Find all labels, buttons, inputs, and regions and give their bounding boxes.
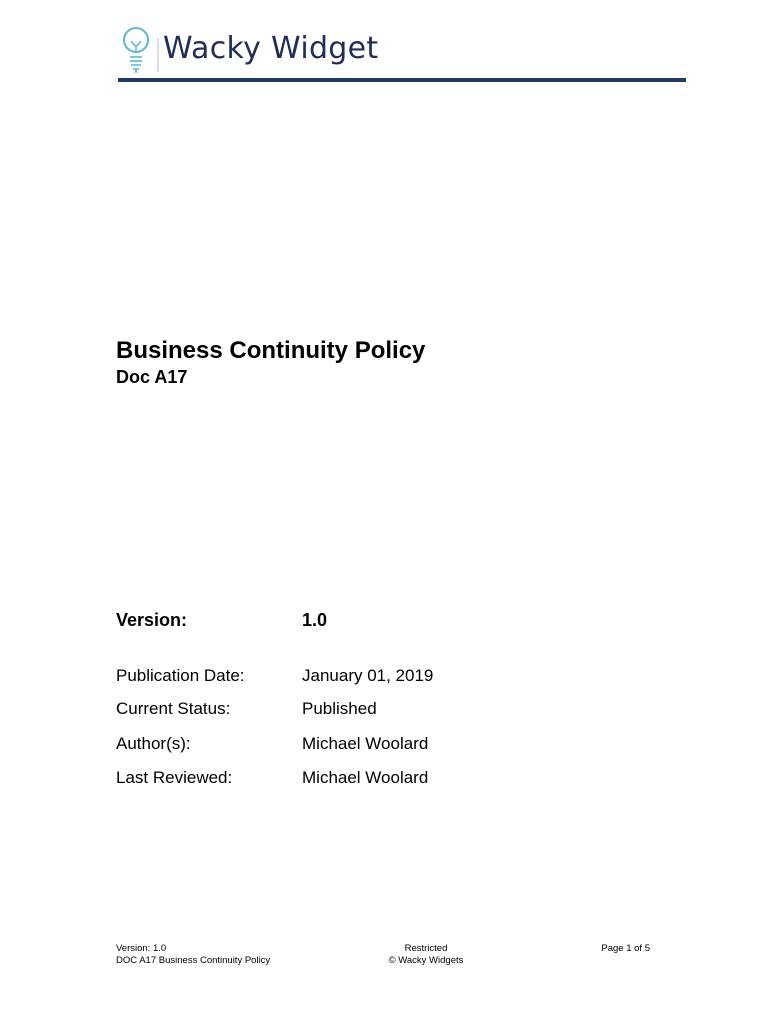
publication-date-label: Publication Date: [116,666,245,685]
version-value: 1.0 [302,610,328,630]
footer-page-number: Page 1 of 5 [601,943,650,954]
document-title: Business Continuity Policy [116,337,426,364]
publication-date-value: January 01, 2019 [302,666,434,685]
footer-copyright: © Wacky Widgets [388,955,464,966]
current-status-label: Current Status: [116,699,231,718]
authors-label: Author(s): [116,734,191,753]
footer-left [116,943,270,967]
footer-right [572,943,650,955]
last-reviewed-value: Michael Woolard [302,768,429,787]
current-status-value: Published [302,699,377,718]
last-reviewed-label: Last Reviewed: [116,768,233,787]
authors-value: Michael Woolard [302,734,429,753]
footer-doc-name: DOC A17 Business Continuity Policy [116,955,271,966]
footer-center [370,943,482,967]
lightbulb-icon [120,24,160,74]
footer-classification: Restricted [404,943,448,954]
document-header [118,22,686,84]
brand-name: Wacky Widget [163,31,379,66]
version-label: Version: [116,610,188,630]
footer-version: Version: 1.0 [116,943,167,954]
document-code: Doc A17 [116,367,188,387]
header-divider [118,78,686,82]
